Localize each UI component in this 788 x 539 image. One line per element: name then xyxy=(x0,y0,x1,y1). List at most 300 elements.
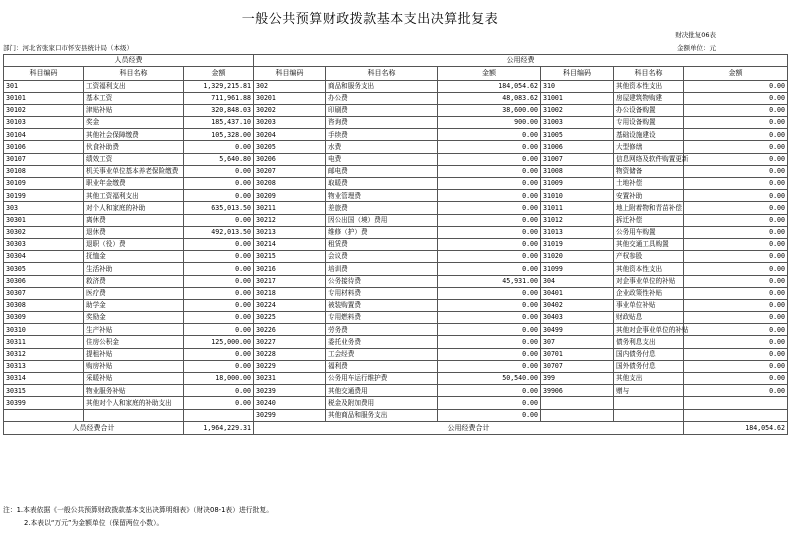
table-row xyxy=(4,275,788,287)
table-row xyxy=(4,202,788,214)
unit-label: 金额单位：元 xyxy=(677,44,716,52)
cell-name-personnel: 离休费 xyxy=(84,214,184,226)
cell-amount-capital: 0.00 xyxy=(684,348,788,360)
cell-amount-capital: 0.00 xyxy=(684,214,788,226)
cell-amount-capital: 0.00 xyxy=(684,385,788,397)
cell-amount-public: 0.00 xyxy=(438,190,541,202)
cell-name-personnel: 住房公积金 xyxy=(84,336,184,348)
cell-amount-public: 45,931.00 xyxy=(438,275,541,287)
cell-amount-personnel: 105,328.00 xyxy=(184,129,254,141)
cell-code-public: 30226 xyxy=(254,324,326,336)
cell-name-capital: 基础设施建设 xyxy=(614,129,684,141)
table-row xyxy=(4,117,788,129)
cell-name-personnel: 工资福利支出 xyxy=(84,80,184,92)
expenditure-table xyxy=(3,54,788,435)
cell-name-personnel: 伙食补助费 xyxy=(84,141,184,153)
cell-amount-personnel: 0.00 xyxy=(184,312,254,324)
cell-code-personnel: 30306 xyxy=(4,275,84,287)
cell-name-personnel: 生活补助 xyxy=(84,263,184,275)
table-row xyxy=(4,129,788,141)
cell-amount-public: 0.00 xyxy=(438,287,541,299)
cell-name-public: 因公出国（境）费用 xyxy=(326,214,438,226)
cell-code-personnel: 30108 xyxy=(4,165,84,177)
cell-name-personnel: 采暖补贴 xyxy=(84,373,184,385)
public-total-amount: 184,054.62 xyxy=(684,421,788,434)
cell-code-public: 30229 xyxy=(254,360,326,372)
cell-code-capital: 304 xyxy=(541,275,614,287)
cell-name-public: 税金及附加费用 xyxy=(326,397,438,409)
cell-code-public: 30227 xyxy=(254,336,326,348)
cell-name-personnel: 基本工资 xyxy=(84,92,184,104)
cell-name-personnel: 其他工资福利支出 xyxy=(84,190,184,202)
cell-code-personnel: 30310 xyxy=(4,324,84,336)
cell-code-capital: 31019 xyxy=(541,238,614,250)
cell-code-public: 302 xyxy=(254,80,326,92)
cell-amount-personnel: 0.00 xyxy=(184,397,254,409)
cell-name-personnel: 其他社会保障缴费 xyxy=(84,129,184,141)
personnel-group-header: 人员经费 xyxy=(4,55,254,67)
cell-code-public: 30224 xyxy=(254,299,326,311)
cell-name-capital: 地上附着物和青苗补偿 xyxy=(614,202,684,214)
cell-code-capital: 30701 xyxy=(541,348,614,360)
cell-code-personnel: 30107 xyxy=(4,153,84,165)
table-row xyxy=(4,190,788,202)
cell-code-capital: 31007 xyxy=(541,153,614,165)
cell-name-public: 培训费 xyxy=(326,263,438,275)
cell-amount-capital: 0.00 xyxy=(684,275,788,287)
cell-amount-capital: 0.00 xyxy=(684,312,788,324)
cell-amount-capital: 0.00 xyxy=(684,373,788,385)
cell-amount-capital: 0.00 xyxy=(684,104,788,116)
cell-code-capital: 31012 xyxy=(541,214,614,226)
cell-code-public: 30203 xyxy=(254,117,326,129)
cell-amount-personnel: 0.00 xyxy=(184,141,254,153)
cell-amount-personnel: 125,000.00 xyxy=(184,336,254,348)
cell-amount-public: 0.00 xyxy=(438,360,541,372)
table-row xyxy=(4,336,788,348)
col-header-amount: 金额 xyxy=(184,66,254,80)
cell-name-public: 福利费 xyxy=(326,360,438,372)
personnel-total-amount: 1,964,229.31 xyxy=(184,421,254,434)
cell-amount-public: 0.00 xyxy=(438,238,541,250)
cell-code-personnel: 30304 xyxy=(4,251,84,263)
cell-amount-personnel: 0.00 xyxy=(184,263,254,275)
col-header-name: 科目名称 xyxy=(326,66,438,80)
cell-name-public: 劳务费 xyxy=(326,324,438,336)
cell-name-capital: 土地补偿 xyxy=(614,178,684,190)
cell-code-capital: 30707 xyxy=(541,360,614,372)
cell-name-personnel: 奖金 xyxy=(84,117,184,129)
cell-amount-public: 0.00 xyxy=(438,324,541,336)
cell-name-public: 印刷费 xyxy=(326,104,438,116)
cell-name-personnel: 机关事业单位基本养老保险缴费 xyxy=(84,165,184,177)
cell-code-capital xyxy=(541,409,614,421)
cell-code-public: 30218 xyxy=(254,287,326,299)
cell-name-personnel: 救济费 xyxy=(84,275,184,287)
cell-code-capital: 310 xyxy=(541,80,614,92)
cell-name-public: 手续费 xyxy=(326,129,438,141)
cell-amount-public: 0.00 xyxy=(438,409,541,421)
cell-code-capital xyxy=(541,397,614,409)
cell-name-personnel: 绩效工资 xyxy=(84,153,184,165)
cell-amount-capital: 0.00 xyxy=(684,238,788,250)
cell-code-personnel: 30302 xyxy=(4,226,84,238)
cell-amount-personnel xyxy=(184,409,254,421)
cell-amount-personnel: 492,013.50 xyxy=(184,226,254,238)
cell-code-personnel: 30313 xyxy=(4,360,84,372)
cell-name-capital: 信息网络及软件购置更新 xyxy=(614,153,684,165)
cell-amount-public: 48,083.62 xyxy=(438,92,541,104)
cell-name-public: 会议费 xyxy=(326,251,438,263)
cell-name-personnel: 其他对个人和家庭的补助支出 xyxy=(84,397,184,409)
cell-name-public: 商品和服务支出 xyxy=(326,80,438,92)
cell-name-capital: 其他资本性支出 xyxy=(614,80,684,92)
table-row xyxy=(4,324,788,336)
cell-code-capital: 31002 xyxy=(541,104,614,116)
cell-name-public: 其他商品和服务支出 xyxy=(326,409,438,421)
cell-name-personnel: 职业年金缴费 xyxy=(84,178,184,190)
cell-name-capital: 物资储备 xyxy=(614,165,684,177)
cell-code-public: 30216 xyxy=(254,263,326,275)
cell-name-personnel: 奖励金 xyxy=(84,312,184,324)
cell-amount-public: 0.00 xyxy=(438,348,541,360)
col-header-amount: 金额 xyxy=(684,66,788,80)
cell-amount-personnel: 320,848.03 xyxy=(184,104,254,116)
cell-code-personnel: 30309 xyxy=(4,312,84,324)
cell-amount-public: 0.00 xyxy=(438,312,541,324)
table-row xyxy=(4,165,788,177)
cell-code-personnel: 30308 xyxy=(4,299,84,311)
totals-row xyxy=(4,421,788,434)
col-header-code: 科目编码 xyxy=(4,66,84,80)
cell-name-public: 水费 xyxy=(326,141,438,153)
table-row xyxy=(4,251,788,263)
cell-name-public: 邮电费 xyxy=(326,165,438,177)
table-row xyxy=(4,104,788,116)
table-row xyxy=(4,373,788,385)
cell-code-personnel: 30106 xyxy=(4,141,84,153)
cell-name-public: 专用材料费 xyxy=(326,287,438,299)
cell-name-capital: 专用设备购置 xyxy=(614,117,684,129)
cell-code-personnel: 303 xyxy=(4,202,84,214)
table-row xyxy=(4,312,788,324)
cell-name-capital: 国外债务付息 xyxy=(614,360,684,372)
cell-amount-personnel: 711,961.88 xyxy=(184,92,254,104)
cell-code-public: 30228 xyxy=(254,348,326,360)
cell-amount-personnel: 0.00 xyxy=(184,251,254,263)
cell-amount-personnel: 635,013.50 xyxy=(184,202,254,214)
cell-code-capital: 399 xyxy=(541,373,614,385)
cell-amount-personnel: 0.00 xyxy=(184,287,254,299)
cell-amount-capital: 0.00 xyxy=(684,287,788,299)
cell-amount-personnel: 0.00 xyxy=(184,275,254,287)
cell-code-public: 30202 xyxy=(254,104,326,116)
cell-name-public: 公务用车运行维护费 xyxy=(326,373,438,385)
cell-amount-capital: 0.00 xyxy=(684,202,788,214)
cell-amount-capital: 0.00 xyxy=(684,190,788,202)
cell-amount-public: 50,540.00 xyxy=(438,373,541,385)
table-row xyxy=(4,141,788,153)
personnel-total-label: 人员经费合计 xyxy=(4,421,184,434)
cell-amount-public: 0.00 xyxy=(438,214,541,226)
table-row xyxy=(4,153,788,165)
cell-code-personnel: 30311 xyxy=(4,336,84,348)
cell-amount-capital: 0.00 xyxy=(684,360,788,372)
cell-code-public: 30206 xyxy=(254,153,326,165)
cell-name-capital: 大型修缮 xyxy=(614,141,684,153)
cell-amount-capital: 0.00 xyxy=(684,153,788,165)
cell-amount-personnel: 18,000.00 xyxy=(184,373,254,385)
cell-amount-public: 184,054.62 xyxy=(438,80,541,92)
cell-amount-public: 0.00 xyxy=(438,165,541,177)
cell-code-capital: 31013 xyxy=(541,226,614,238)
cell-amount-public: 0.00 xyxy=(438,129,541,141)
cell-amount-personnel: 0.00 xyxy=(184,165,254,177)
cell-code-personnel: 30301 xyxy=(4,214,84,226)
cell-amount-personnel: 0.00 xyxy=(184,348,254,360)
cell-name-public: 委托业务费 xyxy=(326,336,438,348)
cell-name-capital: 财政贴息 xyxy=(614,312,684,324)
cell-name-capital: 企业政策性补贴 xyxy=(614,287,684,299)
cell-name-capital xyxy=(614,409,684,421)
cell-name-personnel: 提租补贴 xyxy=(84,348,184,360)
cell-name-public: 其他交通费用 xyxy=(326,385,438,397)
cell-code-capital: 30402 xyxy=(541,299,614,311)
cell-amount-capital: 0.00 xyxy=(684,226,788,238)
table-row xyxy=(4,299,788,311)
cell-amount-capital: 0.00 xyxy=(684,165,788,177)
cell-amount-public: 0.00 xyxy=(438,202,541,214)
cell-name-capital: 其他资本性支出 xyxy=(614,263,684,275)
cell-code-public: 30231 xyxy=(254,373,326,385)
cell-code-public: 30209 xyxy=(254,190,326,202)
cell-name-personnel: 生产补贴 xyxy=(84,324,184,336)
cell-amount-public: 38,600.00 xyxy=(438,104,541,116)
cell-amount-public: 0.00 xyxy=(438,397,541,409)
cell-amount-capital: 0.00 xyxy=(684,80,788,92)
cell-code-personnel: 301 xyxy=(4,80,84,92)
cell-name-personnel: 购房补贴 xyxy=(84,360,184,372)
cell-amount-capital: 0.00 xyxy=(684,263,788,275)
cell-amount-personnel: 0.00 xyxy=(184,385,254,397)
cell-name-public: 差旅费 xyxy=(326,202,438,214)
cell-name-capital: 债务利息支出 xyxy=(614,336,684,348)
col-header-name: 科目名称 xyxy=(614,66,684,80)
group-header-row xyxy=(4,55,788,67)
cell-name-public: 专用燃料费 xyxy=(326,312,438,324)
public-group-header: 公用经费 xyxy=(254,55,788,67)
col-header-amount: 金额 xyxy=(438,66,541,80)
cell-code-personnel: 30312 xyxy=(4,348,84,360)
cell-code-public: 30299 xyxy=(254,409,326,421)
cell-amount-public: 0.00 xyxy=(438,178,541,190)
table-row xyxy=(4,385,788,397)
cell-amount-capital: 0.00 xyxy=(684,92,788,104)
cell-amount-public: 0.00 xyxy=(438,336,541,348)
cell-name-public: 办公费 xyxy=(326,92,438,104)
cell-code-capital: 31008 xyxy=(541,165,614,177)
cell-name-capital: 产权参股 xyxy=(614,251,684,263)
table-row xyxy=(4,263,788,275)
cell-code-capital: 31020 xyxy=(541,251,614,263)
cell-code-public: 30207 xyxy=(254,165,326,177)
cell-code-capital: 39906 xyxy=(541,385,614,397)
table-row xyxy=(4,214,788,226)
cell-code-personnel: 30199 xyxy=(4,190,84,202)
cell-code-personnel: 30103 xyxy=(4,117,84,129)
cell-code-public: 30201 xyxy=(254,92,326,104)
cell-name-personnel: 退休费 xyxy=(84,226,184,238)
cell-code-public: 30214 xyxy=(254,238,326,250)
cell-name-capital: 公务用车购置 xyxy=(614,226,684,238)
column-header-row xyxy=(4,66,788,80)
cell-name-capital: 其他交通工具购置 xyxy=(614,238,684,250)
cell-name-personnel: 医疗费 xyxy=(84,287,184,299)
cell-amount-personnel: 0.00 xyxy=(184,238,254,250)
cell-code-public: 30208 xyxy=(254,178,326,190)
table-row xyxy=(4,409,788,421)
cell-amount-public: 0.00 xyxy=(438,385,541,397)
cell-name-public: 物业管理费 xyxy=(326,190,438,202)
cell-amount-personnel: 0.00 xyxy=(184,190,254,202)
table-row xyxy=(4,360,788,372)
cell-code-capital: 307 xyxy=(541,336,614,348)
cell-name-public: 工会经费 xyxy=(326,348,438,360)
table-row xyxy=(4,397,788,409)
cell-name-personnel: 津贴补贴 xyxy=(84,104,184,116)
cell-name-public: 租赁费 xyxy=(326,238,438,250)
cell-code-personnel: 30303 xyxy=(4,238,84,250)
cell-amount-capital: 0.00 xyxy=(684,299,788,311)
cell-name-personnel: 退职（役）费 xyxy=(84,238,184,250)
cell-code-public: 30205 xyxy=(254,141,326,153)
table-row xyxy=(4,238,788,250)
cell-code-public: 30239 xyxy=(254,385,326,397)
cell-amount-public: 0.00 xyxy=(438,153,541,165)
cell-name-capital: 赠与 xyxy=(614,385,684,397)
report-title: 一般公共预算财政拨款基本支出决算批复表 xyxy=(241,12,499,27)
table-row xyxy=(4,348,788,360)
cell-code-public: 30215 xyxy=(254,251,326,263)
cell-name-capital: 其他支出 xyxy=(614,373,684,385)
cell-code-public: 30212 xyxy=(254,214,326,226)
cell-amount-capital: 0.00 xyxy=(684,117,788,129)
cell-name-capital: 安置补助 xyxy=(614,190,684,202)
cell-amount-public: 0.00 xyxy=(438,299,541,311)
cell-name-capital: 对企事业单位的补贴 xyxy=(614,275,684,287)
cell-amount-capital xyxy=(684,409,788,421)
cell-amount-capital: 0.00 xyxy=(684,129,788,141)
cell-amount-public: 0.00 xyxy=(438,251,541,263)
cell-code-personnel: 30104 xyxy=(4,129,84,141)
cell-code-capital: 31009 xyxy=(541,178,614,190)
cell-code-personnel: 30101 xyxy=(4,92,84,104)
cell-amount-capital: 0.00 xyxy=(684,178,788,190)
cell-amount-public: 0.00 xyxy=(438,141,541,153)
cell-name-personnel xyxy=(84,409,184,421)
cell-code-capital: 30401 xyxy=(541,287,614,299)
footnote-1: 注：1.本表依据《一般公共预算财政拨款基本支出决算明细表》（财决08-1表）进行批复。 xyxy=(3,506,273,514)
cell-amount-personnel: 0.00 xyxy=(184,214,254,226)
cell-code-capital: 30403 xyxy=(541,312,614,324)
table-row xyxy=(4,226,788,238)
cell-name-personnel: 对个人和家庭的补助 xyxy=(84,202,184,214)
cell-code-public: 30211 xyxy=(254,202,326,214)
cell-code-public: 30225 xyxy=(254,312,326,324)
cell-name-capital: 房屋建筑物购建 xyxy=(614,92,684,104)
cell-amount-personnel: 0.00 xyxy=(184,324,254,336)
department-label: 部门：河北省张家口市怀安县统计局（本级） xyxy=(3,44,133,52)
cell-amount-personnel: 0.00 xyxy=(184,178,254,190)
cell-name-personnel: 物业服务补贴 xyxy=(84,385,184,397)
cell-code-capital: 30499 xyxy=(541,324,614,336)
cell-name-capital xyxy=(614,397,684,409)
table-row xyxy=(4,80,788,92)
cell-code-capital: 31005 xyxy=(541,129,614,141)
table-row xyxy=(4,287,788,299)
cell-code-personnel: 30307 xyxy=(4,287,84,299)
table-row xyxy=(4,92,788,104)
cell-code-personnel: 30305 xyxy=(4,263,84,275)
cell-code-public: 30204 xyxy=(254,129,326,141)
cell-amount-public: 0.00 xyxy=(438,263,541,275)
cell-amount-personnel: 5,640.80 xyxy=(184,153,254,165)
table-id: 财决批复06表 xyxy=(675,31,716,39)
cell-name-capital: 拆迁补偿 xyxy=(614,214,684,226)
cell-name-public: 咨询费 xyxy=(326,117,438,129)
cell-code-capital: 31011 xyxy=(541,202,614,214)
cell-amount-capital: 0.00 xyxy=(684,251,788,263)
cell-name-public: 取暖费 xyxy=(326,178,438,190)
cell-name-public: 维修（护）费 xyxy=(326,226,438,238)
cell-name-personnel: 抚恤金 xyxy=(84,251,184,263)
cell-amount-capital xyxy=(684,397,788,409)
cell-code-personnel: 30109 xyxy=(4,178,84,190)
cell-name-capital: 国内债务付息 xyxy=(614,348,684,360)
cell-code-capital: 31099 xyxy=(541,263,614,275)
cell-code-capital: 31001 xyxy=(541,92,614,104)
col-header-code: 科目编码 xyxy=(254,66,326,80)
cell-code-capital: 31006 xyxy=(541,141,614,153)
footnote-2: 2.本表以“万元”为金额单位（保留两位小数）。 xyxy=(24,519,164,527)
cell-amount-personnel: 1,329,215.81 xyxy=(184,80,254,92)
table-row xyxy=(4,178,788,190)
cell-amount-public: 0.00 xyxy=(438,226,541,238)
cell-amount-capital: 0.00 xyxy=(684,336,788,348)
cell-amount-capital: 0.00 xyxy=(684,324,788,336)
cell-name-public: 公务接待费 xyxy=(326,275,438,287)
cell-code-personnel: 30315 xyxy=(4,385,84,397)
cell-amount-personnel: 0.00 xyxy=(184,299,254,311)
cell-name-public: 电费 xyxy=(326,153,438,165)
col-header-code: 科目编码 xyxy=(541,66,614,80)
cell-code-personnel xyxy=(4,409,84,421)
cell-amount-personnel: 185,437.10 xyxy=(184,117,254,129)
cell-code-capital: 31010 xyxy=(541,190,614,202)
cell-name-capital: 其他对企事业单位的补贴 xyxy=(614,324,684,336)
cell-name-public: 被装购置费 xyxy=(326,299,438,311)
cell-amount-public: 900.00 xyxy=(438,117,541,129)
cell-code-personnel: 30314 xyxy=(4,373,84,385)
cell-amount-capital: 0.00 xyxy=(684,141,788,153)
cell-name-capital: 办公设备购置 xyxy=(614,104,684,116)
cell-name-capital: 事业单位补贴 xyxy=(614,299,684,311)
cell-code-public: 30217 xyxy=(254,275,326,287)
col-header-name: 科目名称 xyxy=(84,66,184,80)
cell-code-public: 30240 xyxy=(254,397,326,409)
public-total-label: 公用经费合计 xyxy=(254,421,684,434)
cell-code-personnel: 30102 xyxy=(4,104,84,116)
